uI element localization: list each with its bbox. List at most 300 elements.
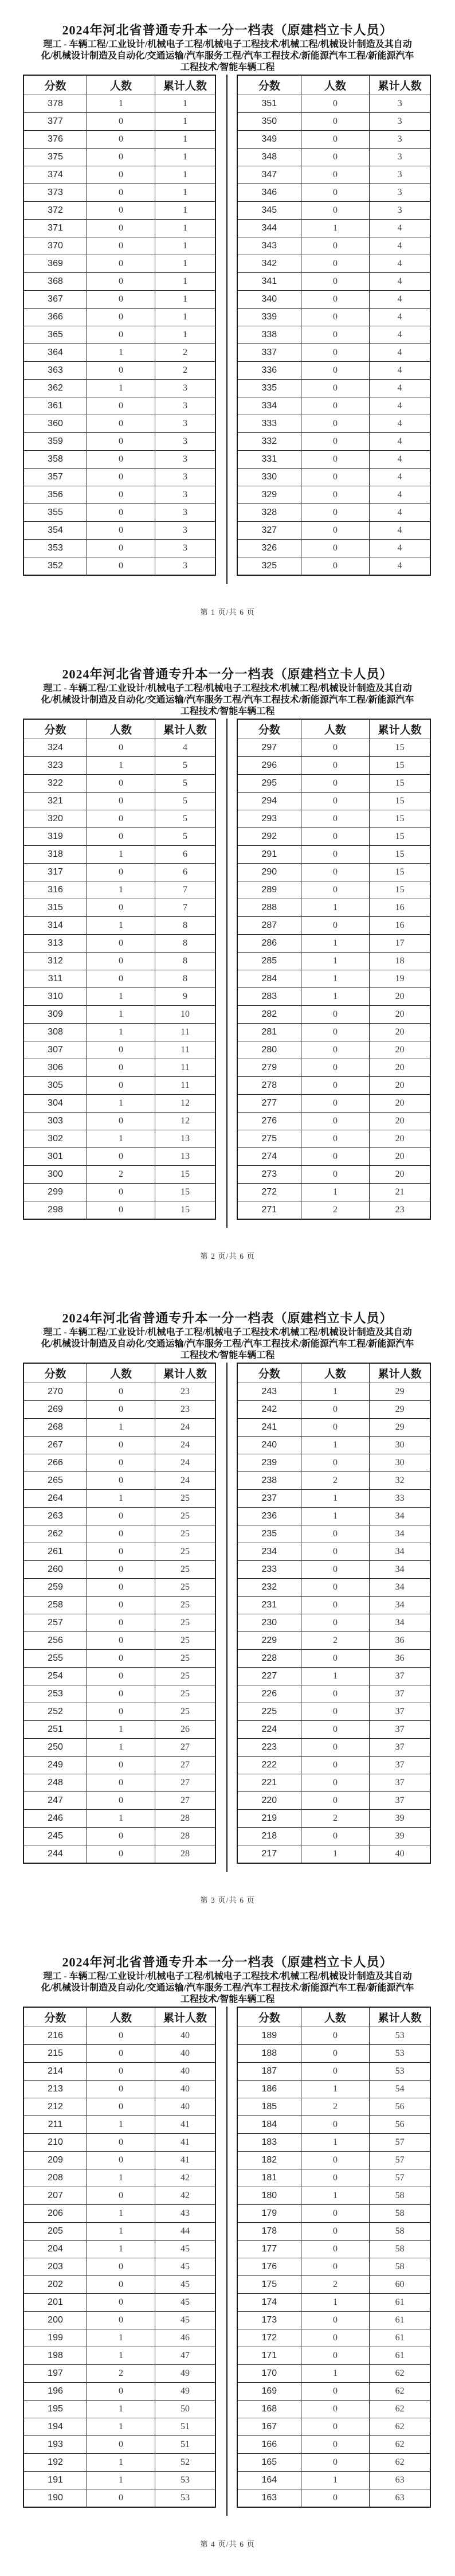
score-cell: 375 bbox=[23, 149, 87, 166]
score-cell: 269 bbox=[23, 1401, 87, 1419]
cumulative-cell: 15 bbox=[370, 739, 430, 757]
count-cell: 0 bbox=[87, 828, 155, 846]
table-row bbox=[23, 1184, 215, 1201]
table-row bbox=[23, 1810, 215, 1828]
cumulative-cell: 40 bbox=[155, 2098, 215, 2116]
cumulative-cell: 15 bbox=[370, 757, 430, 775]
cumulative-cell: 6 bbox=[155, 846, 215, 864]
table-row bbox=[23, 2223, 215, 2241]
table-row bbox=[237, 1095, 430, 1113]
table-row bbox=[237, 2365, 430, 2383]
cumulative-cell: 40 bbox=[370, 1845, 430, 1864]
table-row bbox=[237, 2027, 430, 2045]
table-row bbox=[23, 522, 215, 540]
table-row bbox=[237, 166, 430, 184]
cumulative-cell: 8 bbox=[155, 970, 215, 988]
cumulative-cell: 4 bbox=[370, 326, 430, 344]
cumulative-cell: 12 bbox=[155, 1113, 215, 1130]
score-cell: 229 bbox=[237, 1632, 301, 1650]
cumulative-cell: 42 bbox=[155, 2187, 215, 2205]
column-header-cumulative: 累计人数 bbox=[370, 1363, 430, 1383]
count-cell: 0 bbox=[301, 540, 370, 557]
table-row bbox=[23, 255, 215, 273]
cumulative-cell: 32 bbox=[370, 1472, 430, 1490]
cumulative-cell: 29 bbox=[370, 1383, 430, 1401]
table-row bbox=[23, 2472, 215, 2489]
count-cell: 0 bbox=[87, 504, 155, 522]
score-cell: 255 bbox=[23, 1650, 87, 1668]
table-row bbox=[237, 2134, 430, 2152]
count-cell: 0 bbox=[301, 1561, 370, 1579]
table-row bbox=[23, 326, 215, 344]
count-cell: 0 bbox=[301, 2205, 370, 2223]
table-row bbox=[23, 2027, 215, 2045]
score-cell: 316 bbox=[23, 881, 87, 899]
count-cell: 0 bbox=[301, 469, 370, 486]
cumulative-cell: 51 bbox=[155, 2436, 215, 2454]
cumulative-cell: 33 bbox=[370, 1490, 430, 1508]
score-cell: 230 bbox=[237, 1614, 301, 1632]
cumulative-cell: 25 bbox=[155, 1508, 215, 1525]
count-cell: 0 bbox=[301, 202, 370, 220]
score-cell: 174 bbox=[237, 2294, 301, 2312]
count-cell: 0 bbox=[301, 846, 370, 864]
cumulative-cell: 50 bbox=[155, 2401, 215, 2418]
table-row bbox=[237, 397, 430, 415]
score-cell: 165 bbox=[237, 2454, 301, 2472]
table-row bbox=[23, 1201, 215, 1220]
table-header-row bbox=[23, 75, 215, 95]
table-row bbox=[237, 1525, 430, 1543]
table-row bbox=[237, 1508, 430, 1525]
score-table-left bbox=[23, 75, 216, 576]
score-cell: 287 bbox=[237, 917, 301, 935]
score-cell: 309 bbox=[23, 1006, 87, 1024]
count-cell: 0 bbox=[87, 1703, 155, 1721]
table-row bbox=[23, 451, 215, 469]
column-header-score: 分数 bbox=[23, 719, 87, 739]
table-row bbox=[23, 970, 215, 988]
score-cell: 366 bbox=[23, 309, 87, 326]
score-cell: 331 bbox=[237, 451, 301, 469]
score-cell: 185 bbox=[237, 2098, 301, 2116]
table-row bbox=[237, 1668, 430, 1685]
cumulative-cell: 25 bbox=[155, 1614, 215, 1632]
count-cell: 0 bbox=[87, 1632, 155, 1650]
table-row bbox=[237, 149, 430, 166]
score-cell: 289 bbox=[237, 881, 301, 899]
score-cell: 324 bbox=[23, 739, 87, 757]
count-cell: 0 bbox=[301, 131, 370, 149]
column-header-score: 分数 bbox=[237, 1363, 301, 1383]
score-table-right bbox=[237, 2007, 431, 2508]
score-cell: 221 bbox=[237, 1774, 301, 1792]
score-cell: 252 bbox=[23, 1703, 87, 1721]
score-cell: 354 bbox=[23, 522, 87, 540]
cumulative-cell: 15 bbox=[155, 1184, 215, 1201]
count-cell: 1 bbox=[301, 1437, 370, 1454]
cumulative-cell: 45 bbox=[155, 2312, 215, 2329]
column-header-count: 人数 bbox=[301, 1363, 370, 1383]
count-cell: 1 bbox=[301, 2081, 370, 2098]
table-row bbox=[23, 1579, 215, 1597]
score-cell: 326 bbox=[237, 540, 301, 557]
cumulative-cell: 58 bbox=[370, 2187, 430, 2205]
count-cell: 0 bbox=[301, 810, 370, 828]
cumulative-cell: 29 bbox=[370, 1419, 430, 1437]
cumulative-cell: 20 bbox=[370, 1148, 430, 1166]
score-cell: 334 bbox=[237, 397, 301, 415]
page-footer bbox=[0, 606, 455, 617]
count-cell: 1 bbox=[301, 1668, 370, 1685]
score-cell: 346 bbox=[237, 184, 301, 202]
count-cell: 0 bbox=[87, 1383, 155, 1401]
score-cell: 288 bbox=[237, 899, 301, 917]
score-cell: 318 bbox=[23, 846, 87, 864]
score-cell: 323 bbox=[23, 757, 87, 775]
score-cell: 210 bbox=[23, 2134, 87, 2152]
score-cell: 338 bbox=[237, 326, 301, 344]
table-row bbox=[237, 220, 430, 237]
score-table-left bbox=[23, 2007, 216, 2508]
table-row bbox=[237, 2169, 430, 2187]
table-row bbox=[237, 1597, 430, 1614]
count-cell: 1 bbox=[87, 1130, 155, 1148]
cumulative-cell: 15 bbox=[370, 810, 430, 828]
count-cell: 1 bbox=[87, 2241, 155, 2258]
cumulative-cell: 23 bbox=[370, 1201, 430, 1220]
cumulative-cell: 25 bbox=[155, 1543, 215, 1561]
count-cell: 0 bbox=[87, 184, 155, 202]
count-cell: 2 bbox=[87, 2365, 155, 2383]
cumulative-cell: 27 bbox=[155, 1757, 215, 1774]
score-cell: 215 bbox=[23, 2045, 87, 2063]
count-cell: 1 bbox=[87, 2205, 155, 2223]
score-cell: 352 bbox=[23, 557, 87, 576]
count-cell: 1 bbox=[87, 2454, 155, 2472]
cumulative-cell: 46 bbox=[155, 2329, 215, 2347]
table-row bbox=[23, 775, 215, 793]
table-row bbox=[23, 166, 215, 184]
score-cell: 305 bbox=[23, 1077, 87, 1095]
cumulative-cell: 25 bbox=[155, 1703, 215, 1721]
table-row bbox=[237, 2489, 430, 2508]
table-row bbox=[23, 2454, 215, 2472]
table-row bbox=[237, 810, 430, 828]
table-row bbox=[237, 1437, 430, 1454]
cumulative-cell: 4 bbox=[370, 415, 430, 433]
count-cell: 1 bbox=[301, 1184, 370, 1201]
table-row bbox=[23, 1113, 215, 1130]
count-cell: 0 bbox=[301, 184, 370, 202]
cumulative-cell: 17 bbox=[370, 935, 430, 953]
table-row bbox=[237, 540, 430, 557]
cumulative-cell: 60 bbox=[370, 2276, 430, 2294]
score-cell: 314 bbox=[23, 917, 87, 935]
score-cell: 217 bbox=[237, 1845, 301, 1864]
table-row bbox=[237, 2383, 430, 2401]
score-cell: 171 bbox=[237, 2347, 301, 2365]
cumulative-cell: 37 bbox=[370, 1739, 430, 1757]
table-row bbox=[237, 131, 430, 149]
count-cell: 0 bbox=[87, 1792, 155, 1810]
count-cell: 1 bbox=[87, 1810, 155, 1828]
score-cell: 315 bbox=[23, 899, 87, 917]
cumulative-cell: 40 bbox=[155, 2063, 215, 2081]
count-cell: 0 bbox=[87, 1472, 155, 1490]
table-row bbox=[237, 739, 430, 757]
column-header-cumulative: 累计人数 bbox=[370, 2007, 430, 2027]
cumulative-cell: 25 bbox=[155, 1525, 215, 1543]
count-cell: 0 bbox=[87, 397, 155, 415]
count-cell: 0 bbox=[87, 2489, 155, 2508]
table-row bbox=[237, 2329, 430, 2347]
table-row bbox=[23, 2187, 215, 2205]
score-cell: 325 bbox=[237, 557, 301, 576]
table-row bbox=[237, 846, 430, 864]
count-cell: 1 bbox=[301, 2472, 370, 2489]
score-cell: 184 bbox=[237, 2116, 301, 2134]
count-cell: 0 bbox=[301, 309, 370, 326]
cumulative-cell: 28 bbox=[155, 1828, 215, 1845]
count-cell: 0 bbox=[87, 469, 155, 486]
cumulative-cell: 25 bbox=[155, 1632, 215, 1650]
score-cell: 351 bbox=[237, 95, 301, 113]
score-cell: 362 bbox=[23, 380, 87, 397]
score-cell: 177 bbox=[237, 2241, 301, 2258]
count-cell: 2 bbox=[301, 1201, 370, 1220]
cumulative-cell: 4 bbox=[370, 380, 430, 397]
cumulative-cell: 4 bbox=[370, 237, 430, 255]
count-cell: 0 bbox=[87, 810, 155, 828]
page-footer bbox=[0, 1250, 455, 1261]
table-row bbox=[23, 397, 215, 415]
cumulative-cell: 3 bbox=[155, 397, 215, 415]
score-cell: 296 bbox=[237, 757, 301, 775]
count-cell: 0 bbox=[301, 1597, 370, 1614]
count-cell: 1 bbox=[301, 2365, 370, 2383]
score-cell: 273 bbox=[237, 1166, 301, 1184]
table-row bbox=[23, 149, 215, 166]
table-row bbox=[23, 2329, 215, 2347]
table-row bbox=[237, 1184, 430, 1201]
count-cell: 0 bbox=[301, 757, 370, 775]
cumulative-cell: 4 bbox=[370, 469, 430, 486]
table-row bbox=[237, 881, 430, 899]
table-row bbox=[237, 917, 430, 935]
score-cell: 211 bbox=[23, 2116, 87, 2134]
score-cell: 232 bbox=[237, 1579, 301, 1597]
score-cell: 228 bbox=[237, 1650, 301, 1668]
cumulative-cell: 20 bbox=[370, 1095, 430, 1113]
count-cell: 0 bbox=[301, 828, 370, 846]
table-row bbox=[237, 362, 430, 380]
table-row bbox=[23, 1148, 215, 1166]
table-row bbox=[23, 433, 215, 451]
count-cell: 1 bbox=[87, 1739, 155, 1757]
score-cell: 310 bbox=[23, 988, 87, 1006]
score-cell: 242 bbox=[237, 1401, 301, 1419]
count-cell: 1 bbox=[87, 95, 155, 113]
table-body-right bbox=[237, 739, 430, 1220]
score-cell: 284 bbox=[237, 970, 301, 988]
table-row bbox=[23, 291, 215, 309]
count-cell: 0 bbox=[87, 1437, 155, 1454]
table-row bbox=[23, 362, 215, 380]
cumulative-cell: 7 bbox=[155, 881, 215, 899]
cumulative-cell: 7 bbox=[155, 899, 215, 917]
table-row bbox=[23, 1130, 215, 1148]
table-row bbox=[23, 2258, 215, 2276]
cumulative-cell: 1 bbox=[155, 149, 215, 166]
table-row bbox=[23, 1525, 215, 1543]
cumulative-cell: 9 bbox=[155, 988, 215, 1006]
table-row bbox=[23, 1095, 215, 1113]
score-table-right bbox=[237, 75, 431, 576]
count-cell: 0 bbox=[301, 1401, 370, 1419]
table-row bbox=[237, 1721, 430, 1739]
count-cell: 0 bbox=[87, 775, 155, 793]
count-cell: 0 bbox=[301, 793, 370, 810]
cumulative-cell: 61 bbox=[370, 2329, 430, 2347]
table-row bbox=[237, 1739, 430, 1757]
count-cell: 0 bbox=[301, 775, 370, 793]
cumulative-cell: 13 bbox=[155, 1148, 215, 1166]
cumulative-cell: 5 bbox=[155, 828, 215, 846]
table-row bbox=[237, 1401, 430, 1419]
count-cell: 0 bbox=[301, 486, 370, 504]
table-row bbox=[23, 2045, 215, 2063]
table-row bbox=[237, 2276, 430, 2294]
score-cell: 333 bbox=[237, 415, 301, 433]
cumulative-cell: 26 bbox=[155, 1721, 215, 1739]
count-cell: 2 bbox=[301, 1472, 370, 1490]
count-cell: 0 bbox=[301, 415, 370, 433]
table-row bbox=[237, 2187, 430, 2205]
score-cell: 258 bbox=[23, 1597, 87, 1614]
table-row bbox=[23, 2312, 215, 2329]
score-cell: 262 bbox=[23, 1525, 87, 1543]
count-cell: 0 bbox=[301, 864, 370, 881]
count-cell: 1 bbox=[87, 2116, 155, 2134]
table-row bbox=[237, 1041, 430, 1059]
cumulative-cell: 24 bbox=[155, 1419, 215, 1437]
score-cell: 355 bbox=[23, 504, 87, 522]
score-cell: 311 bbox=[23, 970, 87, 988]
score-cell: 285 bbox=[237, 953, 301, 970]
score-cell: 203 bbox=[23, 2258, 87, 2276]
cumulative-cell: 21 bbox=[370, 1184, 430, 1201]
score-cell: 367 bbox=[23, 291, 87, 309]
score-cell: 212 bbox=[23, 2098, 87, 2116]
table-row bbox=[237, 935, 430, 953]
column-header-score: 分数 bbox=[23, 2007, 87, 2027]
score-cell: 372 bbox=[23, 202, 87, 220]
score-cell: 271 bbox=[237, 1201, 301, 1220]
score-cell: 251 bbox=[23, 1721, 87, 1739]
count-cell: 0 bbox=[301, 2116, 370, 2134]
count-cell: 1 bbox=[87, 344, 155, 362]
cumulative-cell: 3 bbox=[370, 166, 430, 184]
score-cell: 224 bbox=[237, 1721, 301, 1739]
count-cell: 0 bbox=[301, 1130, 370, 1148]
table-row bbox=[237, 1632, 430, 1650]
table-row bbox=[23, 1508, 215, 1525]
cumulative-cell: 51 bbox=[155, 2418, 215, 2436]
table-header-row bbox=[237, 1363, 430, 1383]
count-cell: 0 bbox=[87, 2436, 155, 2454]
cumulative-cell: 24 bbox=[155, 1437, 215, 1454]
score-cell: 342 bbox=[237, 255, 301, 273]
count-cell: 0 bbox=[301, 1525, 370, 1543]
cumulative-cell: 30 bbox=[370, 1437, 430, 1454]
table-row bbox=[23, 309, 215, 326]
count-cell: 0 bbox=[301, 397, 370, 415]
cumulative-cell: 15 bbox=[370, 775, 430, 793]
cumulative-cell: 13 bbox=[155, 1130, 215, 1148]
column-header-count: 人数 bbox=[301, 2007, 370, 2027]
count-cell: 1 bbox=[301, 1508, 370, 1525]
cumulative-cell: 39 bbox=[370, 1810, 430, 1828]
table-row bbox=[237, 2472, 430, 2489]
cumulative-cell: 62 bbox=[370, 2454, 430, 2472]
table-row bbox=[23, 220, 215, 237]
cumulative-cell: 42 bbox=[155, 2169, 215, 2187]
table-row bbox=[23, 881, 215, 899]
table-row bbox=[237, 2098, 430, 2116]
count-cell: 0 bbox=[301, 2401, 370, 2418]
cumulative-cell: 34 bbox=[370, 1579, 430, 1597]
table-row bbox=[237, 415, 430, 433]
cumulative-cell: 4 bbox=[370, 504, 430, 522]
count-cell: 0 bbox=[87, 1508, 155, 1525]
score-cell: 264 bbox=[23, 1490, 87, 1508]
score-cell: 353 bbox=[23, 540, 87, 557]
table-row bbox=[23, 953, 215, 970]
table-row bbox=[23, 1472, 215, 1490]
cumulative-cell: 57 bbox=[370, 2152, 430, 2169]
count-cell: 1 bbox=[87, 380, 155, 397]
score-cell: 307 bbox=[23, 1041, 87, 1059]
cumulative-cell: 3 bbox=[155, 451, 215, 469]
cumulative-cell: 1 bbox=[155, 184, 215, 202]
cumulative-cell: 24 bbox=[155, 1454, 215, 1472]
table-row bbox=[23, 184, 215, 202]
count-cell: 0 bbox=[301, 1166, 370, 1184]
cumulative-cell: 56 bbox=[370, 2116, 430, 2134]
score-cell: 360 bbox=[23, 415, 87, 433]
cumulative-cell: 2 bbox=[155, 362, 215, 380]
column-divider bbox=[226, 75, 227, 584]
table-row bbox=[23, 2347, 215, 2365]
count-cell: 0 bbox=[301, 1757, 370, 1774]
table-body-right bbox=[237, 95, 430, 576]
table-row bbox=[237, 2401, 430, 2418]
cumulative-cell: 1 bbox=[155, 309, 215, 326]
score-cell: 201 bbox=[23, 2294, 87, 2312]
score-cell: 172 bbox=[237, 2329, 301, 2347]
cumulative-cell: 4 bbox=[370, 451, 430, 469]
table-row bbox=[237, 953, 430, 970]
cumulative-cell: 4 bbox=[370, 344, 430, 362]
table-row bbox=[23, 202, 215, 220]
table-row bbox=[23, 1614, 215, 1632]
table-row bbox=[237, 1685, 430, 1703]
count-cell: 0 bbox=[301, 2063, 370, 2081]
table-row bbox=[23, 2205, 215, 2223]
table-header-row bbox=[23, 2007, 215, 2027]
count-cell: 0 bbox=[301, 1579, 370, 1597]
